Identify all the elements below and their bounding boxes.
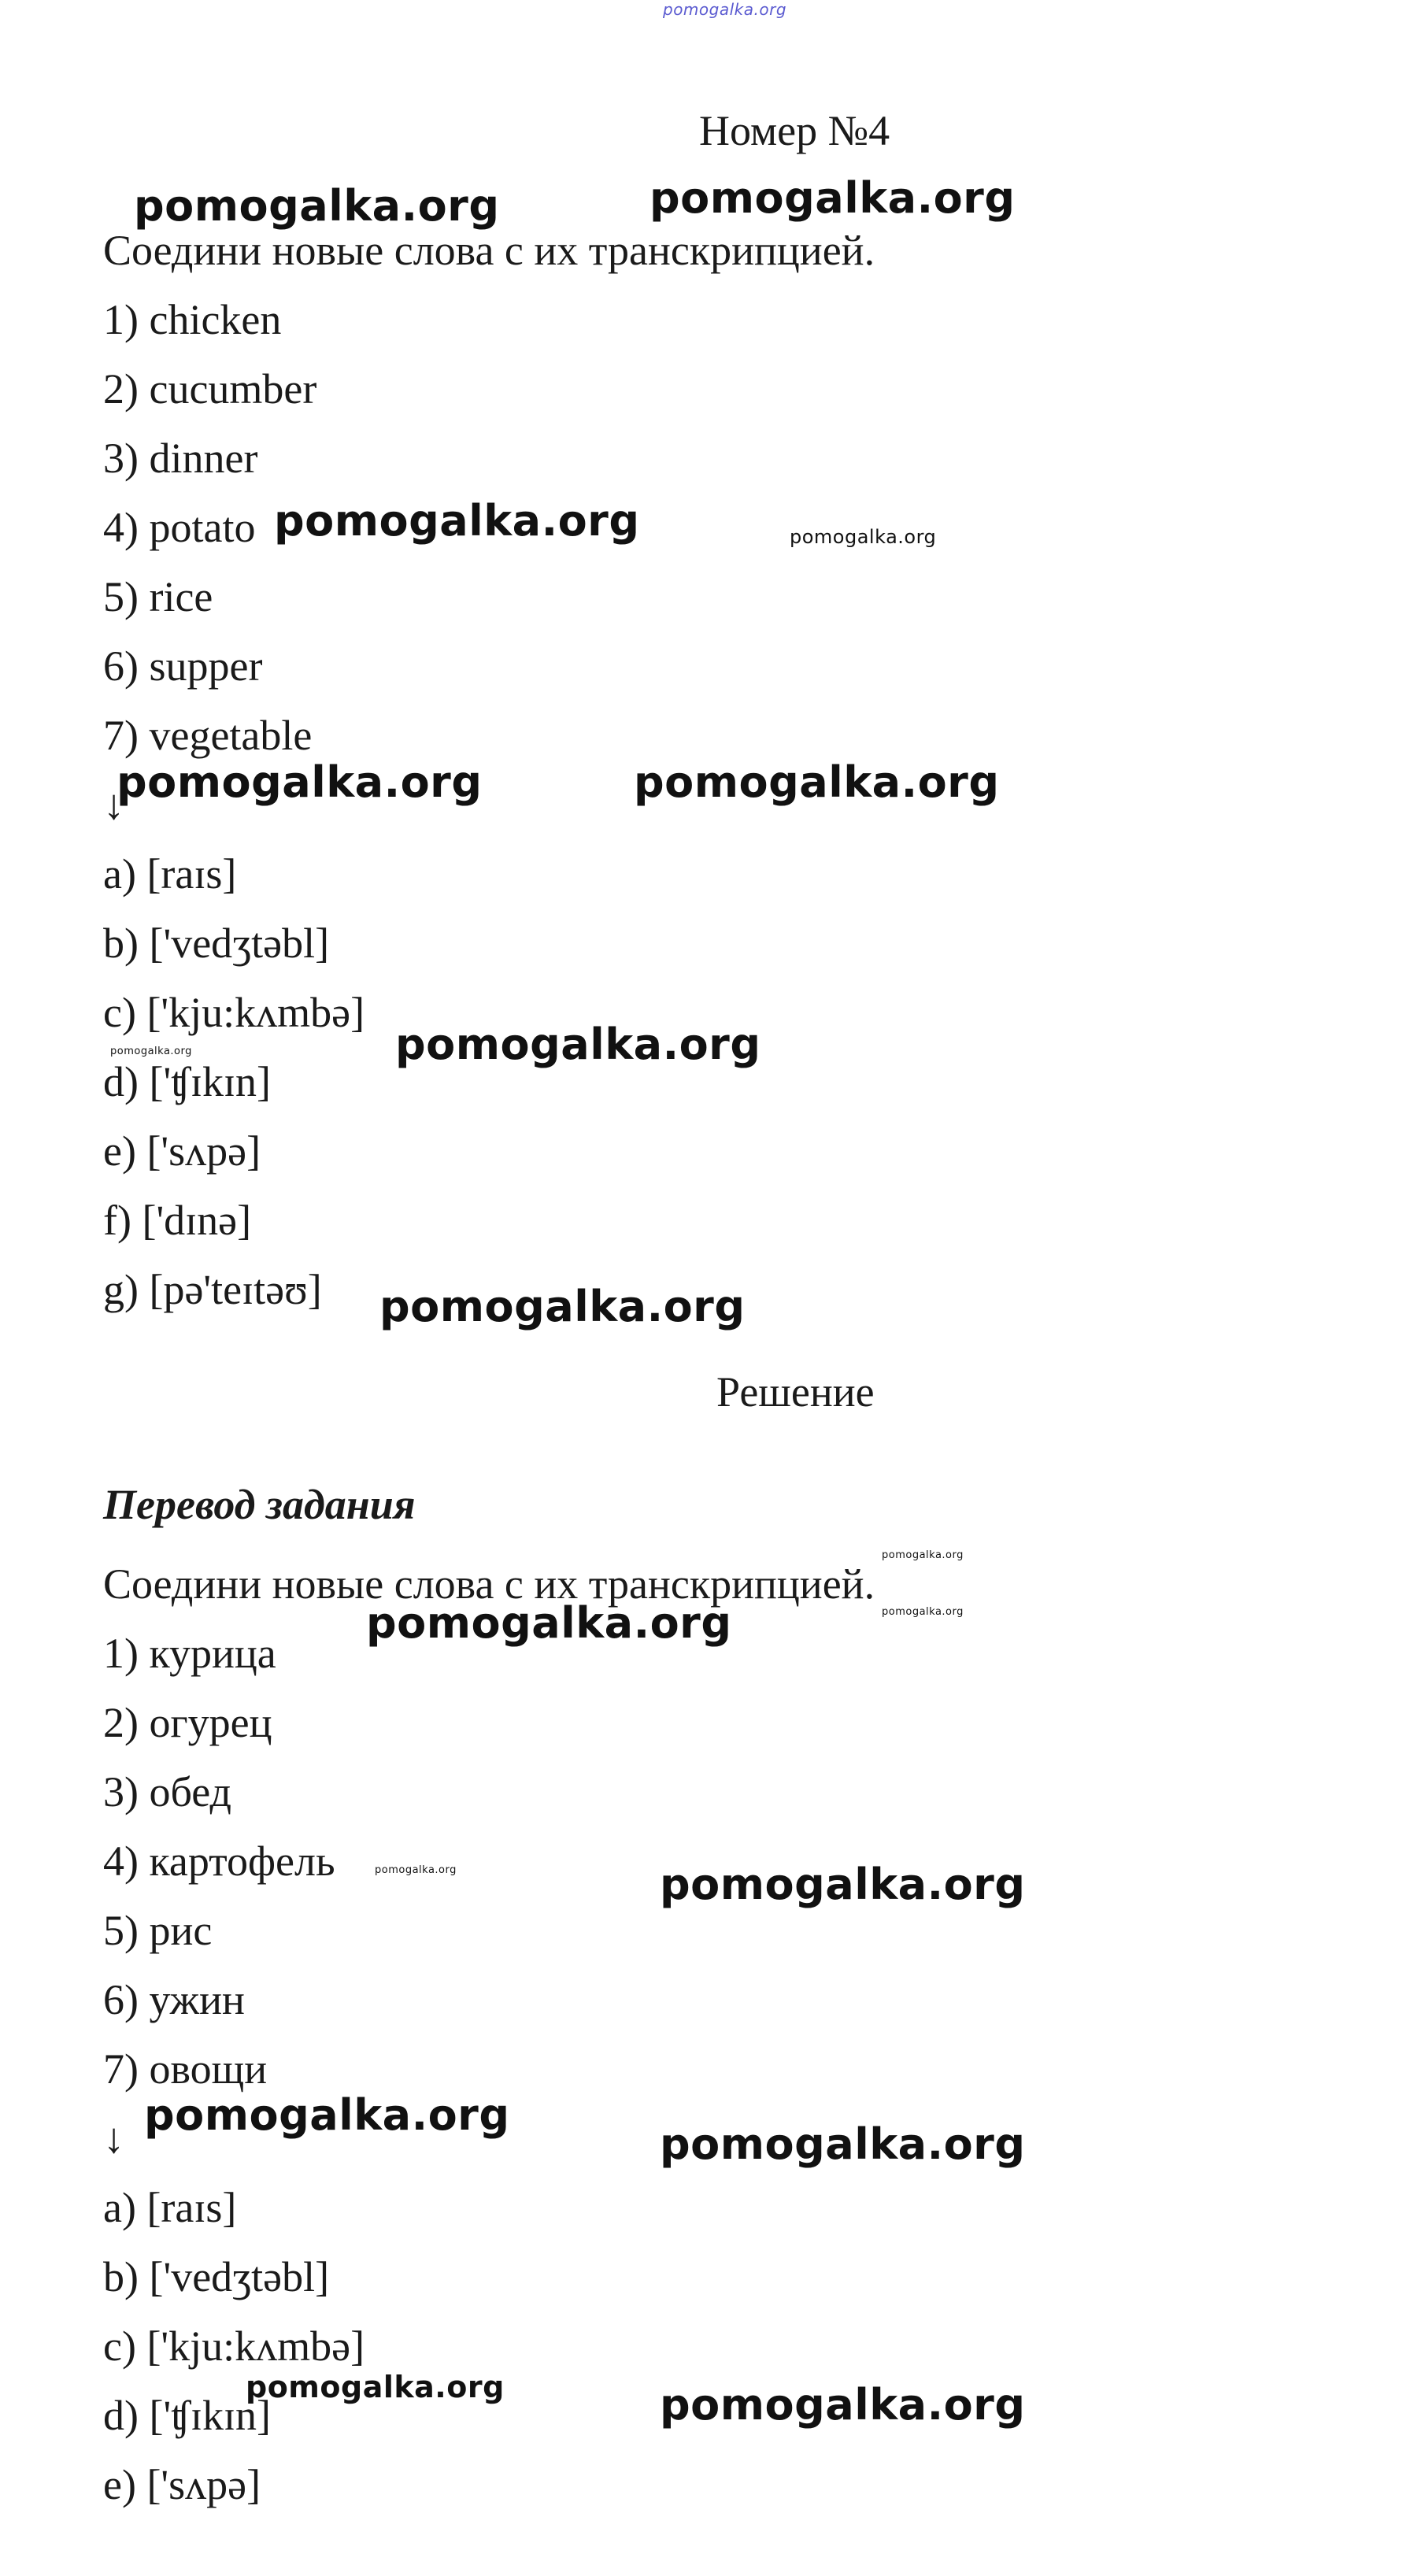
- transcription-item: g) [pə'teɪtəʊ]: [103, 1266, 322, 1313]
- translated-word-item: 4) картофель: [103, 1838, 335, 1885]
- word-item: 6) supper: [103, 642, 263, 690]
- transcription-item: f) ['dɪnə]: [103, 1197, 252, 1244]
- translated-word-item: 5) рис: [103, 1907, 213, 1954]
- translated-word-item: 2) огурец: [103, 1699, 272, 1746]
- transcription-item: a) [raɪs]: [103, 2184, 237, 2231]
- transcription-item: d) ['ʧɪkɪn]: [103, 2392, 272, 2439]
- transcription-item: e) ['sʌpə]: [103, 2461, 261, 2508]
- translated-word-item: 7) овощи: [103, 2045, 268, 2093]
- translated-word-item: 3) обед: [103, 1768, 231, 1815]
- watermark: pomogalka.org: [660, 2119, 1026, 2169]
- word-item: 2) cucumber: [103, 365, 317, 413]
- watermark: pomogalka.org: [134, 181, 500, 231]
- transcription-item: c) ['kju:kʌmbə]: [103, 2322, 365, 2370]
- watermark-top: pomogalka.org: [663, 0, 787, 19]
- transcription-item: a) [raɪs]: [103, 850, 237, 898]
- watermark: pomogalka.org: [117, 757, 483, 807]
- watermark: pomogalka.org: [882, 1549, 964, 1561]
- watermark: pomogalka.org: [246, 2370, 505, 2404]
- word-item: 4) potato: [103, 504, 256, 551]
- word-item: 3) dinner: [103, 435, 258, 482]
- transcription-item: e) ['sʌpə]: [103, 1127, 261, 1175]
- word-item: 7) vegetable: [103, 712, 313, 759]
- watermark: pomogalka.org: [144, 2090, 510, 2140]
- watermark: pomogalka.org: [379, 1282, 746, 1331]
- arrow-down-icon: ↓: [103, 2115, 124, 2162]
- watermark: pomogalka.org: [395, 1020, 761, 1069]
- task-instruction: Соедини новые слова с их транскрипцией.: [103, 227, 875, 274]
- watermark: pomogalka.org: [660, 2380, 1026, 2430]
- watermark: pomogalka.org: [882, 1606, 964, 1618]
- watermark: pomogalka.org: [790, 526, 937, 548]
- watermark: pomogalka.org: [375, 1864, 457, 1876]
- watermark: pomogalka.org: [110, 1046, 192, 1057]
- watermark: pomogalka.org: [660, 1860, 1026, 1909]
- watermark: pomogalka.org: [649, 173, 1016, 223]
- transcription-item: d) ['ʧɪkɪn]: [103, 1058, 272, 1105]
- solution-heading: Решение: [716, 1368, 875, 1416]
- watermark: pomogalka.org: [274, 496, 640, 546]
- transcription-item: b) ['vedʒtəbl]: [103, 2253, 330, 2300]
- transcription-item: c) ['kju:kʌmbə]: [103, 989, 365, 1036]
- arrow-down-icon: ↓: [103, 781, 124, 828]
- watermark: pomogalka.org: [634, 757, 1000, 807]
- translation-heading: Перевод задания: [103, 1481, 416, 1528]
- translated-word-item: 6) ужин: [103, 1976, 245, 2023]
- translation-instruction: Соедини новые слова с их транскрипцией.: [103, 1560, 875, 1608]
- watermark: pomogalka.org: [366, 1598, 732, 1648]
- transcription-item: b) ['vedʒtəbl]: [103, 920, 330, 967]
- word-item: 1) chicken: [103, 296, 282, 343]
- word-item: 5) rice: [103, 573, 213, 620]
- task-number-heading: Номер №4: [699, 107, 890, 154]
- translated-word-item: 1) курица: [103, 1630, 276, 1677]
